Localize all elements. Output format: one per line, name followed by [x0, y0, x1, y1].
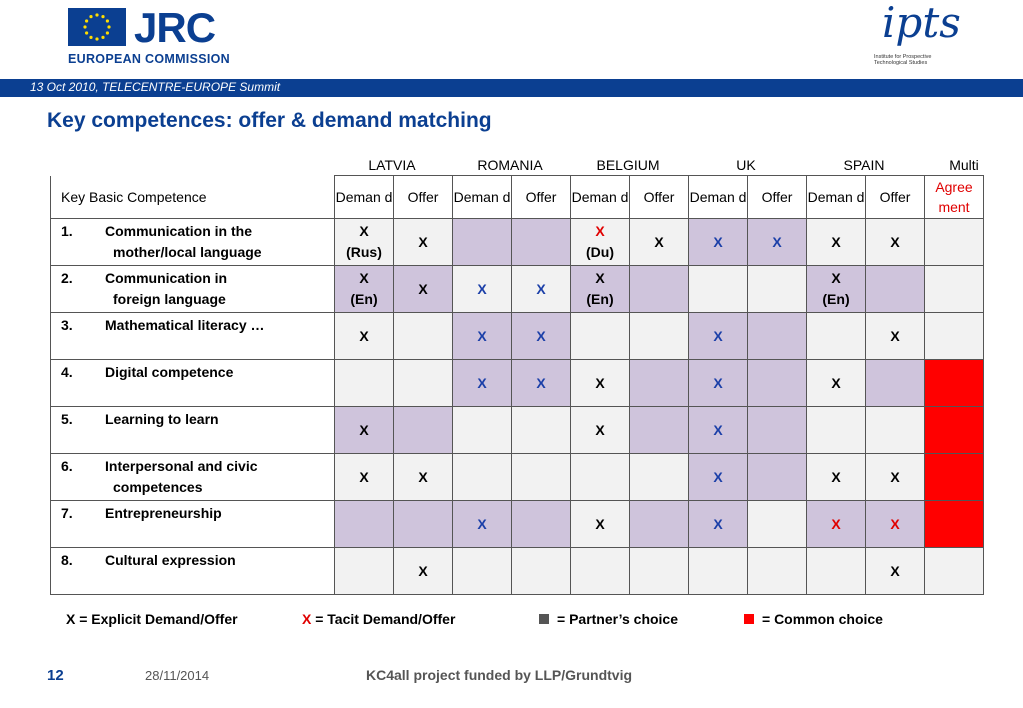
- matrix-cell: [866, 219, 925, 266]
- x-mark: X: [654, 233, 664, 250]
- x-mark: X: [831, 233, 841, 250]
- x-mark: X: [595, 270, 605, 286]
- competence-number: 2.: [61, 270, 73, 286]
- x-mark: X: [713, 327, 723, 344]
- x-mark: X: [359, 223, 369, 239]
- competence-name-cont: competences: [113, 479, 203, 495]
- matrix-cell: [512, 548, 571, 595]
- x-mark: X: [713, 374, 723, 391]
- table-row: [51, 266, 984, 313]
- x-mark: X: [595, 515, 605, 532]
- table-row: [51, 313, 984, 360]
- x-mark: X: [595, 374, 605, 391]
- column-header: Offer: [512, 176, 571, 219]
- competence-number: 4.: [61, 364, 73, 380]
- matrix-cell: [866, 266, 925, 313]
- legend-explicit: X = Explicit Demand/Offer: [66, 611, 238, 627]
- competence-name: Mathematical literacy …: [105, 317, 265, 333]
- matrix-cell: [394, 454, 453, 501]
- matrix-cell: [571, 454, 630, 501]
- column-header: Offer: [630, 176, 689, 219]
- jrc-logo-text: JRC: [134, 4, 216, 51]
- matrix-cell: [453, 266, 512, 313]
- matrix-cell: [807, 407, 866, 454]
- matrix-cell: [807, 548, 866, 595]
- matrix-cell: [748, 266, 807, 313]
- legend-common-label: = Common choice: [762, 611, 883, 627]
- matrix-cell: [453, 313, 512, 360]
- x-mark: X: [359, 270, 369, 286]
- legend-partner: [539, 611, 678, 627]
- x-mark: X: [713, 468, 723, 485]
- matrix-cell: [689, 501, 748, 548]
- x-mark: X: [890, 562, 900, 579]
- matrix-cell: [630, 454, 689, 501]
- column-header: Deman d: [807, 176, 866, 219]
- competence-cell: [51, 454, 335, 501]
- language-note: (En): [586, 291, 614, 307]
- matrix-cell: [807, 313, 866, 360]
- competence-cell: [51, 219, 335, 266]
- matrix-cell: [807, 219, 866, 266]
- matrix-cell: [512, 313, 571, 360]
- matrix-cell: [335, 266, 394, 313]
- competence-number: 8.: [61, 552, 73, 568]
- matrix-cell: [512, 266, 571, 313]
- legend-partner-label: = Partner’s choice: [557, 611, 679, 627]
- table-header-row: [51, 176, 984, 219]
- matrix-cell: [512, 501, 571, 548]
- competence-name: Communication in the: [105, 223, 252, 239]
- column-header: Offer: [394, 176, 453, 219]
- matrix-cell: [335, 360, 394, 407]
- x-mark: X: [890, 327, 900, 344]
- matrix-cell: [748, 407, 807, 454]
- competence-number: 1.: [61, 223, 73, 239]
- jrc-logo: [68, 4, 230, 70]
- matrix-cell: [571, 219, 630, 266]
- matrix-cell: [689, 313, 748, 360]
- matrix-cell: [394, 313, 453, 360]
- legend-common: [744, 611, 883, 627]
- x-mark: X: [536, 280, 546, 297]
- x-mark: X: [890, 515, 900, 532]
- country-latvia: LATVIA: [368, 157, 416, 173]
- matrix-cell: [571, 548, 630, 595]
- matrix-cell: [394, 219, 453, 266]
- partner-square-icon: [539, 614, 549, 624]
- matrix-cell: [335, 407, 394, 454]
- competence-cell: [51, 407, 335, 454]
- matrix-cell: [335, 454, 394, 501]
- matrix-cell: [571, 407, 630, 454]
- matrix-cell: [689, 548, 748, 595]
- matrix-cell: [453, 360, 512, 407]
- matrix-cell: [925, 360, 984, 407]
- matrix-cell: [866, 360, 925, 407]
- matrix-cell: [689, 266, 748, 313]
- column-header: Agree ment: [925, 176, 984, 219]
- matrix-cell: [630, 548, 689, 595]
- matrix-cell: [748, 313, 807, 360]
- matrix-cell: [866, 548, 925, 595]
- matrix-cell: [748, 454, 807, 501]
- ipts-subtitle: Institute for Prospective Technological Studies: [874, 54, 932, 66]
- competence-number: 6.: [61, 458, 73, 474]
- page-number: 12: [47, 667, 64, 684]
- matrix-cell: [925, 548, 984, 595]
- column-header: Deman d: [689, 176, 748, 219]
- matrix-cell: [335, 501, 394, 548]
- matrix-cell: [571, 313, 630, 360]
- x-mark: X: [359, 327, 369, 344]
- competence-name-cont: mother/local language: [113, 244, 262, 260]
- x-mark: X: [890, 233, 900, 250]
- table-row: [51, 501, 984, 548]
- country-uk: UK: [736, 157, 756, 173]
- competence-number: 3.: [61, 317, 73, 333]
- matrix-cell: [394, 266, 453, 313]
- ipts-logo: [872, 0, 962, 76]
- x-mark: X: [713, 233, 723, 250]
- legend-tacit-x: X: [302, 611, 312, 627]
- common-square-icon: [744, 614, 754, 624]
- matrix-cell: [925, 501, 984, 548]
- footer-funding: KC4all project funded by LLP/Grundtvig: [366, 667, 633, 683]
- matrix-cell: [335, 313, 394, 360]
- x-mark: X: [359, 421, 369, 438]
- matrix-cell: [866, 407, 925, 454]
- slide-title: Key competences: offer & demand matching: [47, 109, 492, 132]
- x-mark: X: [418, 562, 428, 579]
- matrix-cell: [335, 548, 394, 595]
- x-mark: X: [595, 223, 605, 239]
- competence-name: Communication in: [105, 270, 228, 286]
- column-header: Deman d: [335, 176, 394, 219]
- x-mark: X: [831, 270, 841, 286]
- footer-date: 28/11/2014: [145, 668, 210, 683]
- competence-name-cont: foreign language: [113, 291, 226, 307]
- banner-text: 13 Oct 2010, TELECENTRE-EUROPE Summit: [30, 80, 281, 94]
- x-mark: X: [595, 421, 605, 438]
- matrix-cell: [512, 407, 571, 454]
- legend-tacit: [302, 611, 455, 627]
- column-header: Offer: [866, 176, 925, 219]
- matrix-cell: [453, 454, 512, 501]
- country-romania: ROMANIA: [477, 157, 543, 173]
- x-mark: X: [418, 468, 428, 485]
- x-mark: X: [359, 468, 369, 485]
- x-mark: X: [831, 515, 841, 532]
- matrix-cell: [571, 360, 630, 407]
- competence-number: 5.: [61, 411, 73, 427]
- column-header: Deman d: [571, 176, 630, 219]
- matrix-cell: [866, 313, 925, 360]
- language-note: (Rus): [346, 244, 382, 260]
- country-belgium: BELGIUM: [596, 157, 660, 173]
- competence-cell: [51, 360, 335, 407]
- competence-name: Entrepreneurship: [105, 505, 222, 521]
- x-mark: X: [477, 515, 487, 532]
- competence-name: Cultural expression: [105, 552, 236, 568]
- x-mark: X: [418, 233, 428, 250]
- x-mark: X: [890, 468, 900, 485]
- matrix-cell: [571, 266, 630, 313]
- matrix-cell: [571, 501, 630, 548]
- legend-tacit-label: = Tacit Demand/Offer: [311, 611, 456, 627]
- header-banner: [0, 79, 1023, 97]
- matrix-cell: [630, 360, 689, 407]
- matrix-cell: [394, 548, 453, 595]
- matrix-cell: [689, 407, 748, 454]
- ipts-logo-text: ipts: [882, 0, 961, 47]
- x-mark: X: [477, 374, 487, 391]
- table-row: [51, 407, 984, 454]
- matrix-cell: [748, 548, 807, 595]
- x-mark: X: [772, 233, 782, 250]
- matrix-cell: [689, 219, 748, 266]
- matrix-cell: [512, 454, 571, 501]
- matrix-cell: [925, 266, 984, 313]
- competence-cell: [51, 313, 335, 360]
- matrix-cell: [394, 360, 453, 407]
- competence-number: 7.: [61, 505, 73, 521]
- header-key-competence: Key Basic Competence: [51, 176, 335, 219]
- column-header: Deman d: [453, 176, 512, 219]
- competence-cell: [51, 548, 335, 595]
- column-header: Offer: [748, 176, 807, 219]
- matrix-cell: [453, 501, 512, 548]
- x-mark: X: [713, 421, 723, 438]
- table-row: [51, 548, 984, 595]
- matrix-cell: [689, 454, 748, 501]
- matrix-cell: [512, 360, 571, 407]
- matrix-cell: [925, 454, 984, 501]
- matrix-cell: [748, 360, 807, 407]
- competence-name: Digital competence: [105, 364, 234, 380]
- x-mark: X: [536, 327, 546, 344]
- matrix-cell: [453, 548, 512, 595]
- matrix-cell: [630, 266, 689, 313]
- matrix-cell: [453, 407, 512, 454]
- x-mark: X: [477, 327, 487, 344]
- table-row: [51, 360, 984, 407]
- matrix-cell: [335, 219, 394, 266]
- matrix-cell: [630, 219, 689, 266]
- matrix-cell: [807, 501, 866, 548]
- matrix-cell: [394, 501, 453, 548]
- matrix-cell: [866, 501, 925, 548]
- country-multi: Multi: [949, 157, 979, 173]
- country-spain: SPAIN: [843, 157, 885, 173]
- matrix-cell: [807, 360, 866, 407]
- matrix-cell: [925, 407, 984, 454]
- matrix-cell: [512, 219, 571, 266]
- competence-table: [50, 175, 984, 595]
- language-note: (En): [350, 291, 378, 307]
- x-mark: X: [831, 374, 841, 391]
- x-mark: X: [536, 374, 546, 391]
- matrix-cell: [394, 407, 453, 454]
- matrix-cell: [748, 501, 807, 548]
- matrix-cell: [748, 219, 807, 266]
- matrix-cell: [925, 313, 984, 360]
- competence-name: Interpersonal and civic: [105, 458, 258, 474]
- eu-flag-icon: [68, 8, 126, 46]
- matrix-cell: [453, 219, 512, 266]
- matrix-cell: [925, 219, 984, 266]
- language-note: (En): [822, 291, 850, 307]
- x-mark: X: [418, 280, 428, 297]
- competence-cell: [51, 266, 335, 313]
- matrix-cell: [630, 407, 689, 454]
- table-row: [51, 219, 984, 266]
- x-mark: X: [831, 468, 841, 485]
- matrix-cell: [630, 313, 689, 360]
- matrix-cell: [630, 501, 689, 548]
- x-mark: X: [713, 515, 723, 532]
- competence-name: Learning to learn: [105, 411, 219, 427]
- competence-cell: [51, 501, 335, 548]
- matrix-cell: [807, 454, 866, 501]
- matrix-cell: [689, 360, 748, 407]
- table-row: [51, 454, 984, 501]
- language-note: (Du): [586, 244, 614, 260]
- matrix-cell: [866, 454, 925, 501]
- european-commission-text: EUROPEAN COMMISSION: [68, 52, 230, 66]
- x-mark: X: [477, 280, 487, 297]
- matrix-cell: [807, 266, 866, 313]
